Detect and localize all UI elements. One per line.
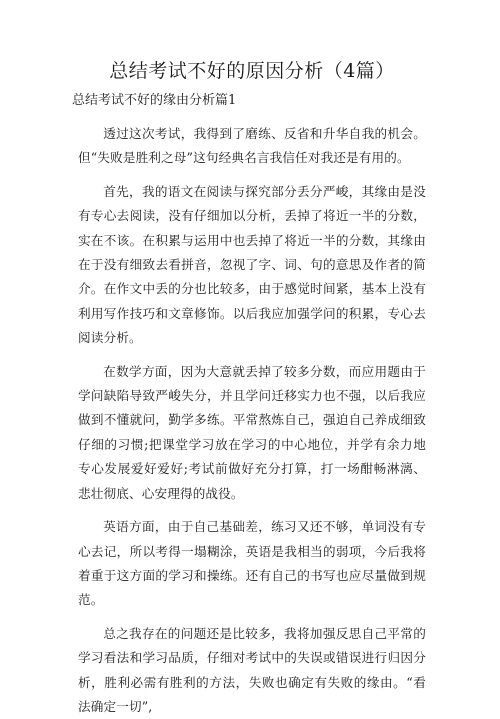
paragraph-intro: 透过这次考试，我得到了磨练、反省和升华自我的机会。但“失败是胜利之母”这句经典名言我信任对我还是有用的。 bbox=[78, 126, 426, 166]
section-heading: 总结考试不好的缘由分析篇1 bbox=[72, 93, 237, 108]
paragraph-english: 英语方面，由于自己基础差，练习又还不够，单词没有专心去记，所以考得一塌糊涂，英语是我相当的弱项，今后我将着重于这方面的学习和操练。还有自己的书写也应尽量做到规范。 bbox=[78, 519, 426, 608]
paragraph-summary: 总之我存在的问题还是比较多，我将加强反思自己平常的学习看法和学习品质，仔细对考试中的失误或错误进行归因分析，胜利必需有胜利的方法，失败也确定有失败的缘由。“看法确定一切”, bbox=[78, 625, 426, 714]
paragraph-math: 在数学方面，因为大意就丢掉了较多分数，而应用题由于学问缺陷导致严峻失分，并且学问迁移实力也不强，以后我应做到不懂就问，勤学多练。平常熬炼自己，强迫自己养成细致仔细的习惯;把课堂学习放在学习的中心地位，并学有余力地专心发展爱好爱好;考试前做好充分打算，打一场酣畅淋漓、悲壮彻底、心安理得的战役。 bbox=[78, 363, 426, 501]
paragraph-chinese: 首先，我的语文在阅读与探究部分丢分严峻，其缘由是没有专心去阅读，没有仔细加以分析，丢掉了将近一半的分数，实在不该。在积累与运用中也丢掉了将近一半的分数，其缘由在于没有细致去看拼音，忽视了字、词、句的意思及作者的简介。在作文中丢的分也比较多，由于感觉时间紧，基本上没有利用写作技巧和文章修饰。以后我应加强学问的积累，专心去阅读分析。 bbox=[78, 183, 426, 346]
document-title: 总结考试不好的原因分析（4篇） bbox=[109, 60, 395, 82]
